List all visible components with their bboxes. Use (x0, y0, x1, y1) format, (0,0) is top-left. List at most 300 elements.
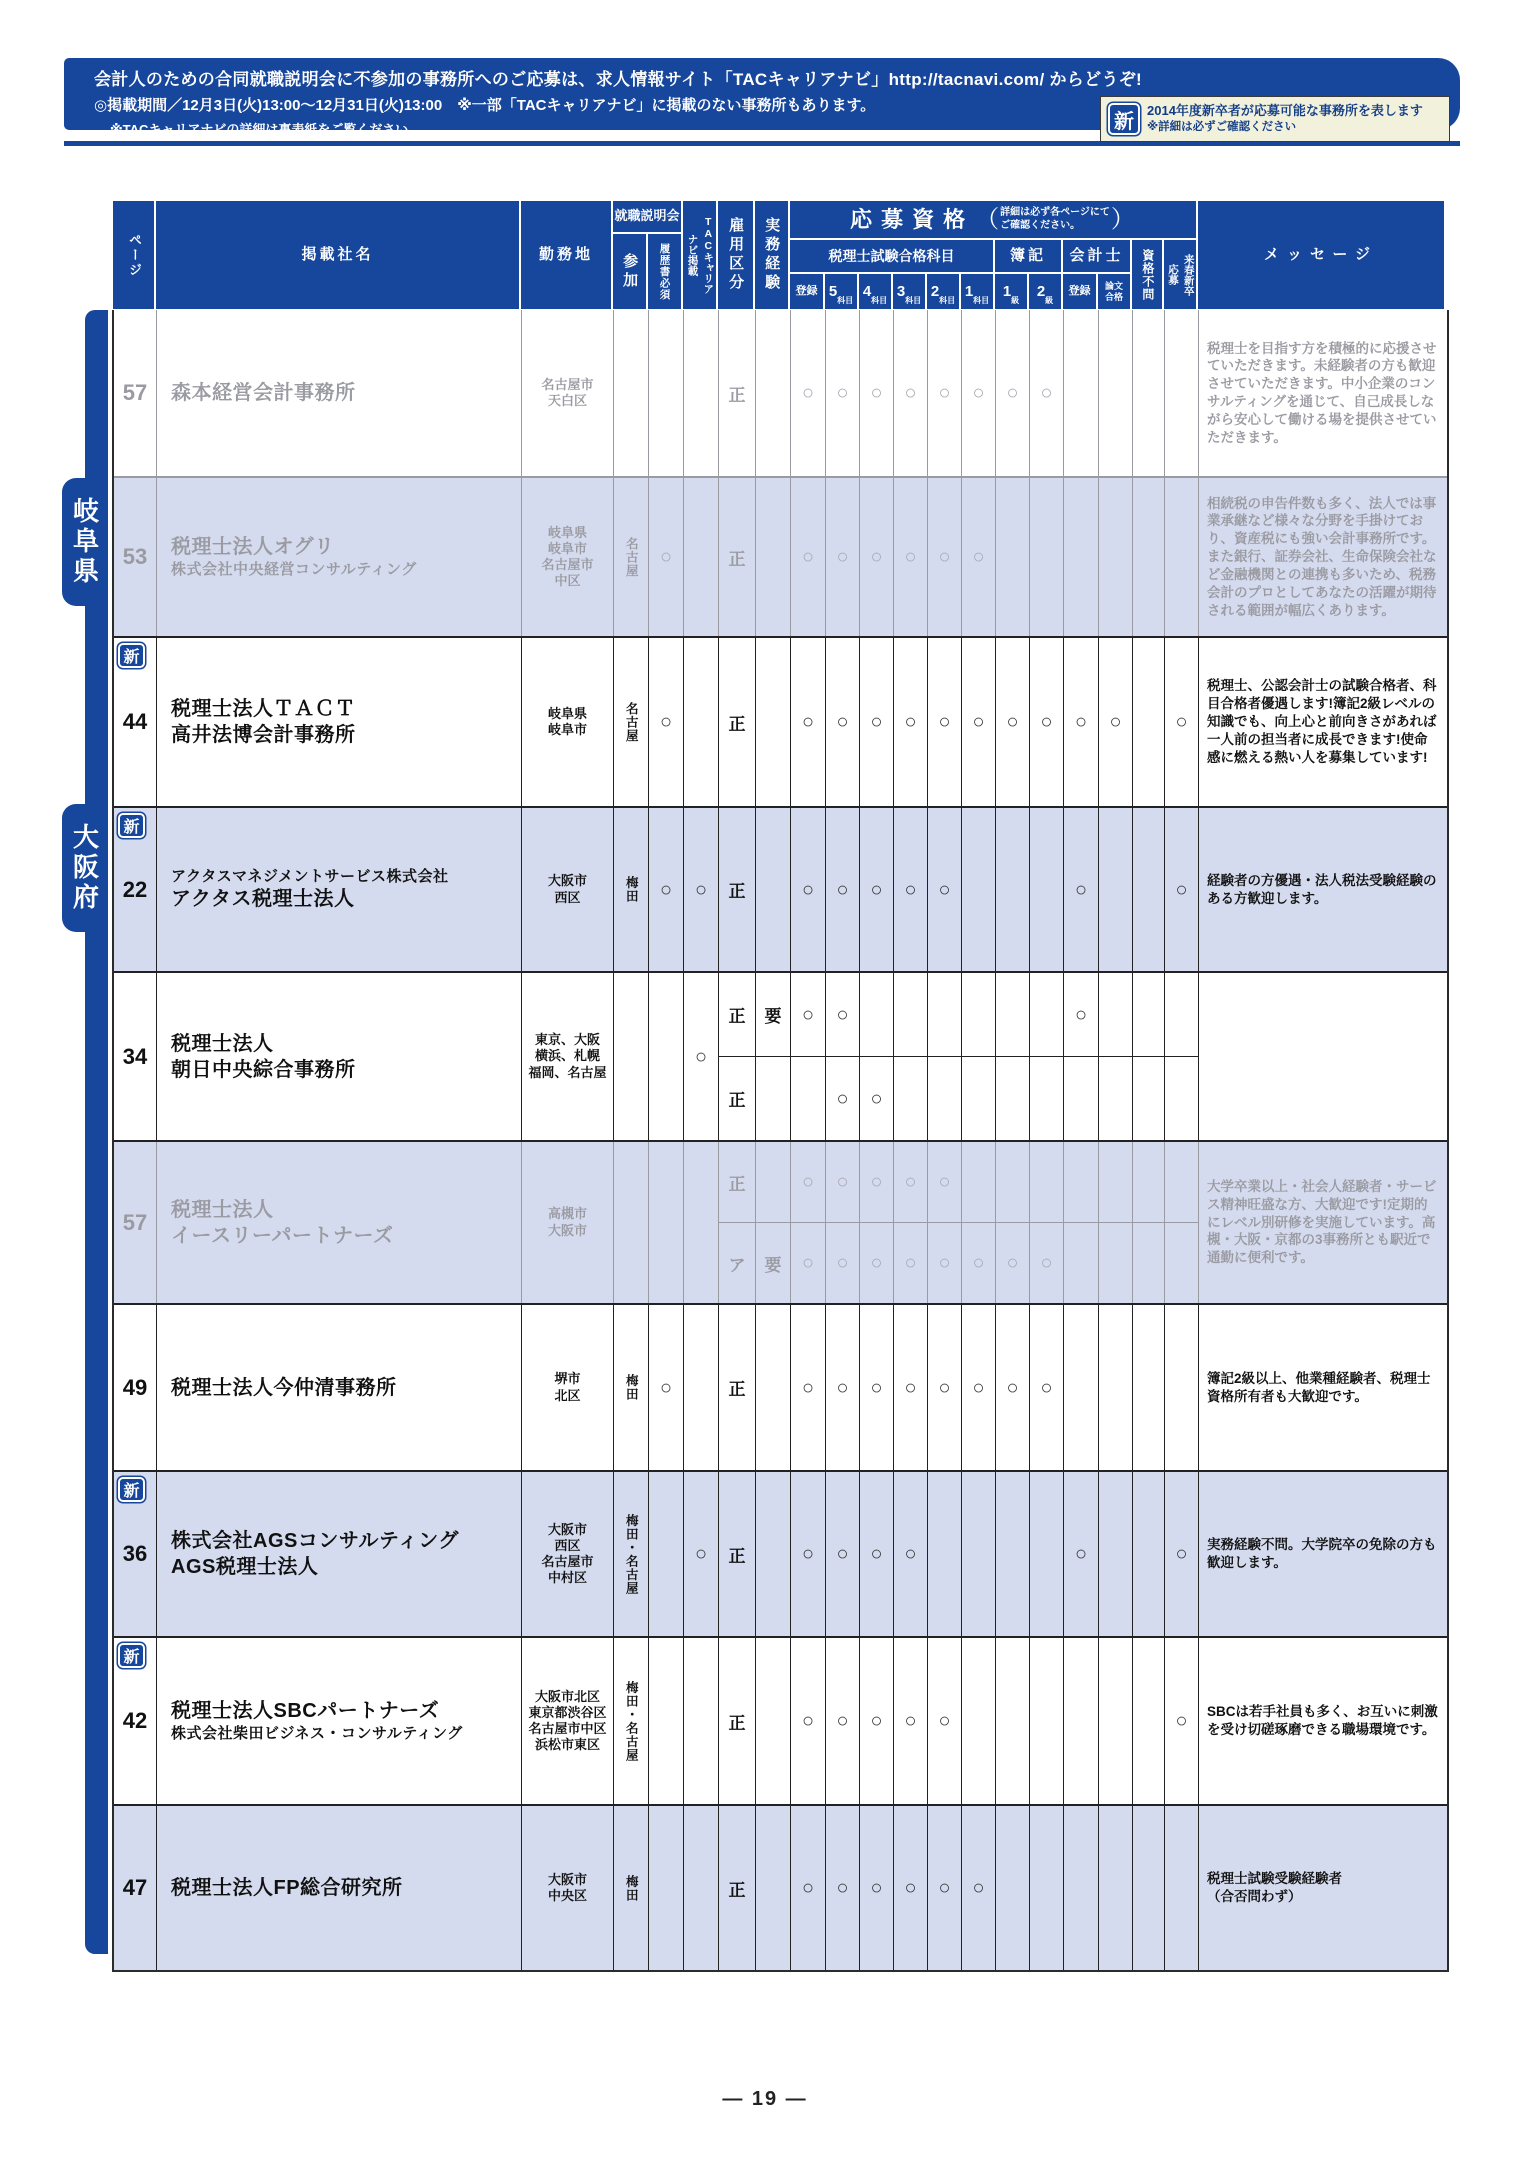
message-text: 実務経験不問。大学院卒の免除の方も歓迎します。 (1207, 1537, 1437, 1570)
experience-required-cell (756, 310, 791, 476)
qual-cell-boki2 (1030, 638, 1064, 806)
region-tab-osaka-label: 大阪府 (69, 823, 100, 913)
qual-cell-2kamoku (928, 808, 962, 971)
qual-cell-fumon (1133, 1806, 1165, 1970)
venue-cell (614, 478, 649, 636)
banner-line-2: ◎掲載期間／12月3日(火)13:00～12月31日(火)13:00 ※一部「TACキャリアナビ」に掲載のない事務所もあります。 (94, 97, 876, 114)
message-text: 大学卒業以上・社会人経験者・サービス精神旺盛な方、大歓迎です!定期的にレベル別研修を実施しています。高槻・大阪・京都の3事務所とも駅近で通勤に便利です。 (1207, 1178, 1437, 1266)
qual-cell-boki2 (1030, 310, 1064, 476)
col-header-shinsotsu: 来春新卒 応募 (1163, 239, 1197, 310)
circle-mark: ○ (904, 1543, 917, 1565)
company-name: 株式会社中央経営コンサルティング (171, 561, 417, 579)
page-number-cell (114, 1472, 157, 1636)
circle-mark: ○ (836, 1376, 849, 1399)
qual-cell-4kamoku (860, 1305, 894, 1470)
qual-cell-4kamoku (860, 1057, 894, 1140)
circle-mark: ○ (836, 878, 849, 901)
circle-mark: ○ (904, 1252, 917, 1274)
new-badge-icon: 新 (118, 1477, 145, 1502)
qual-cell-toroku (791, 1223, 826, 1303)
circle-mark: ○ (972, 1376, 985, 1399)
qual-cell-5kamoku (826, 1638, 860, 1804)
experience-required: 要 (764, 1255, 782, 1275)
experience-required-cell (756, 1305, 791, 1470)
page-number-cell (114, 478, 157, 636)
circle-mark: ○ (1109, 711, 1122, 733)
new-badge-icon: 新 (1108, 103, 1140, 135)
qual-cell-cpa-ronbun (1099, 1223, 1133, 1303)
circle-mark: ○ (1074, 711, 1088, 733)
qual-cell-boki2 (1030, 478, 1064, 636)
qual-cell-boki1 (996, 973, 1030, 1056)
qual-cell-boki2 (1030, 973, 1064, 1056)
circle-mark: ○ (938, 1376, 951, 1399)
page-number: 42 (122, 1708, 148, 1733)
company-name: 税理士法人オグリ (171, 536, 335, 559)
table-row (114, 1806, 1447, 1970)
qual-cell-2kamoku (928, 1142, 962, 1222)
page-number: 44 (122, 709, 148, 734)
qual-cell-shinsotsu (1165, 1057, 1199, 1140)
circle-mark: ○ (1006, 711, 1019, 733)
qual-cell-toroku (791, 973, 826, 1056)
company-name-cell (157, 1638, 522, 1804)
company-name-cell (157, 1305, 522, 1470)
qual-cell-cpa-toroku (1064, 808, 1099, 971)
employment-type-cell (719, 638, 756, 806)
col-header-boki2: 2 級 (1028, 273, 1062, 310)
circle-mark: ○ (1175, 1710, 1188, 1732)
qual-cell-1kamoku (962, 808, 996, 971)
location-cell (522, 478, 614, 636)
tacnavi-listed-cell (684, 1638, 719, 1804)
circle-mark: ○ (1175, 878, 1188, 901)
employment-block (719, 310, 1199, 476)
message-cell (1199, 808, 1447, 971)
company-name: イースリーパートナーズ (171, 1224, 394, 1247)
page-footer: — 19 — (722, 2088, 808, 2110)
qual-cell-shinsotsu (1165, 1142, 1199, 1222)
venue-name: 梅田 (624, 1374, 639, 1401)
region-tab-gifu (62, 478, 108, 606)
message-text: 税理士試験受験経験者 (1207, 1871, 1342, 1887)
employment-block (719, 1638, 1199, 1804)
qual-cell-cpa-ronbun (1099, 808, 1133, 971)
page-number: 57 (122, 1209, 148, 1235)
col-header-tacnavi: TACキャリア ナビ掲載 (682, 200, 717, 310)
circle-mark: ○ (836, 1003, 849, 1026)
location-line: 岐阜県 (547, 705, 587, 721)
table-row (114, 478, 1447, 638)
qual-cell-2kamoku (928, 1806, 962, 1970)
qual-cell-shinsotsu (1165, 1638, 1199, 1804)
table-row (114, 1638, 1447, 1806)
qual-cell-2kamoku (928, 1057, 962, 1140)
qual-cell-3kamoku (894, 1806, 928, 1970)
qual-cell-5kamoku (826, 1223, 860, 1303)
qual-cell-1kamoku (962, 973, 996, 1056)
location-line: 浜松市東区 (534, 1737, 600, 1753)
resume-required-cell (649, 1638, 684, 1804)
qual-cell-5kamoku (826, 1305, 860, 1470)
qual-cell-cpa-ronbun (1099, 1057, 1133, 1140)
table-row (114, 808, 1447, 973)
qual-cell-5kamoku (826, 478, 860, 636)
circle-mark: ○ (659, 546, 673, 568)
banner-line-3: ※TACキャリアナビの詳細は裏表紙をご覧ください。 (110, 122, 422, 137)
company-name-cell (157, 808, 522, 971)
location-line: 岐阜市 (547, 540, 587, 556)
circle-mark: ○ (1175, 1543, 1188, 1565)
qual-cell-toroku (791, 1638, 826, 1804)
location-line: 大阪市北区 (534, 1688, 600, 1704)
qual-cell-cpa-ronbun (1099, 1142, 1133, 1222)
qual-cell-4kamoku (860, 1223, 894, 1303)
circle-mark: ○ (801, 1376, 815, 1399)
employment-type: 正 (728, 385, 746, 405)
qual-cell-toroku (791, 808, 826, 971)
resume-required-cell (649, 1305, 684, 1470)
region-tab-osaka (62, 804, 108, 932)
page-number: 36 (122, 1541, 148, 1566)
qual-cell-3kamoku (894, 478, 928, 636)
tacnavi-listed-cell (684, 638, 719, 806)
qual-cell-1kamoku (962, 1638, 996, 1804)
circle-mark: ○ (1040, 711, 1053, 733)
location-line: 大阪市 (547, 1521, 587, 1537)
message-text: 簿記2級以上、他業種経験者、税理士資格所有者も大歓迎です。 (1207, 1370, 1431, 1404)
experience-required-cell (756, 973, 791, 1056)
qual-cell-toroku (791, 638, 826, 806)
company-name-cell (157, 1806, 522, 1970)
experience-required-cell (756, 1638, 791, 1804)
circle-mark: ○ (801, 1543, 815, 1565)
employment-type: 正 (728, 1007, 746, 1026)
resume-required-cell (649, 1142, 684, 1303)
tacnavi-listed-cell (684, 1305, 719, 1470)
new-grad-note-line1: 2014年度新卒者が応募可能な事務所を表します (1147, 103, 1423, 119)
circle-mark: ○ (904, 1877, 917, 1899)
qual-cell-4kamoku (860, 1638, 894, 1804)
qual-cell-2kamoku (928, 638, 962, 806)
employment-type: 正 (728, 1091, 746, 1110)
location-line: 天白区 (547, 393, 587, 408)
circle-mark: ○ (870, 1252, 883, 1274)
company-name: 朝日中央綜合事務所 (171, 1058, 356, 1081)
qual-cell-1kamoku (962, 1305, 996, 1470)
location-cell (522, 310, 614, 476)
company-name: 高井法博会計事務所 (171, 724, 356, 746)
qual-cell-boki2 (1030, 808, 1064, 971)
employment-block-split (719, 1142, 1199, 1303)
qual-cell-cpa-ronbun (1099, 1472, 1133, 1636)
circle-mark: ○ (904, 382, 917, 404)
location-line: 名古屋市中区 (528, 1721, 607, 1736)
qual-cell-cpa-ronbun (1099, 1806, 1133, 1970)
qual-cell-cpa-toroku (1064, 973, 1099, 1056)
qual-cell-boki2 (1030, 1806, 1064, 1970)
location-line: 横浜、札幌 (534, 1048, 600, 1064)
message-cell (1199, 973, 1447, 1140)
page-number: 53 (122, 544, 148, 569)
employment-type: ア (728, 1255, 746, 1275)
employment-block (719, 808, 1199, 971)
qual-cell-4kamoku (860, 1142, 894, 1222)
circle-mark: ○ (836, 1543, 849, 1565)
col-header-cpa-ronbun: 論文 合格 (1097, 273, 1131, 310)
employment-type-cell (719, 973, 756, 1056)
qual-cell-5kamoku (826, 638, 860, 806)
employment-type-cell (719, 1057, 756, 1140)
page-number-cell (114, 808, 157, 971)
circle-mark: ○ (1006, 382, 1019, 404)
venue-name: 梅田・名古屋 (624, 1680, 639, 1762)
company-name-cell (157, 478, 522, 636)
circle-mark: ○ (836, 711, 849, 733)
qual-cell-toroku (791, 1472, 826, 1636)
message-cell (1199, 1305, 1447, 1470)
circle-mark: ○ (836, 1087, 849, 1110)
col-header-2kamoku: 2 科目 (926, 273, 960, 310)
qual-cell-5kamoku (826, 310, 860, 476)
qual-cell-3kamoku (894, 1223, 928, 1303)
company-name-cell (157, 1472, 522, 1636)
page-number-cell (114, 1142, 157, 1303)
location-line: 西区 (554, 889, 581, 905)
page-number-cell (114, 1806, 157, 1970)
qual-cell-1kamoku (962, 1057, 996, 1140)
experience-required-cell (756, 1806, 791, 1970)
qual-cell-cpa-ronbun (1099, 1305, 1133, 1470)
col-header-cpa-toroku: 登録 (1062, 273, 1097, 310)
qual-cell-1kamoku (962, 1142, 996, 1222)
qual-cell-3kamoku (894, 1638, 928, 1804)
company-name: 税理士法人ＴＡＣＴ (171, 698, 356, 720)
circle-mark: ○ (801, 382, 815, 404)
qual-cell-1kamoku (962, 478, 996, 636)
employment-block-split (719, 973, 1199, 1140)
qual-cell-5kamoku (826, 973, 860, 1056)
company-name: 税理士法人SBCパートナーズ (171, 1700, 440, 1723)
message-cell (1199, 310, 1447, 476)
qual-cell-boki1 (996, 638, 1030, 806)
circle-mark: ○ (904, 1376, 917, 1399)
circle-mark: ○ (801, 1710, 815, 1732)
venue-cell (614, 310, 649, 476)
venue-cell (614, 1142, 649, 1303)
location-cell (522, 1638, 614, 1804)
location-line: 中村区 (547, 1570, 587, 1586)
table-row (114, 638, 1447, 808)
circle-mark: ○ (972, 711, 985, 733)
location-line: 名古屋市 (541, 1554, 594, 1569)
location-line: 堺市 (554, 1371, 581, 1387)
employment-type-cell (719, 808, 756, 971)
qual-cell-boki2 (1030, 1057, 1064, 1140)
qual-cell-shinsotsu (1165, 973, 1199, 1056)
qual-cell-toroku (791, 1057, 826, 1140)
qual-cell-cpa-toroku (1064, 1638, 1099, 1804)
qual-cell-fumon (1133, 310, 1165, 476)
circle-mark: ○ (938, 1171, 951, 1193)
qual-cell-cpa-ronbun (1099, 478, 1133, 636)
message-cell (1199, 638, 1447, 806)
qual-cell-shinsotsu (1165, 1305, 1199, 1470)
qual-cell-cpa-toroku (1064, 1142, 1099, 1222)
circle-mark: ○ (801, 1877, 815, 1899)
resume-required-cell (649, 973, 684, 1140)
qual-cell-shinsotsu (1165, 310, 1199, 476)
circle-mark: ○ (1074, 1003, 1088, 1026)
qual-cell-fumon (1133, 1472, 1165, 1636)
tacnavi-listed-cell (684, 1142, 719, 1303)
employment-type-cell (719, 1223, 756, 1303)
table-row (114, 1142, 1447, 1305)
circle-mark: ○ (972, 546, 985, 568)
page-number: 49 (122, 1374, 148, 1400)
qual-cell-fumon (1133, 808, 1165, 971)
qual-cell-shinsotsu (1165, 1806, 1199, 1970)
circle-mark: ○ (836, 1710, 849, 1732)
col-header-fumon: 資格不問 (1131, 239, 1163, 310)
page-number-cell (114, 310, 157, 476)
employment-type: 正 (728, 1174, 746, 1194)
employment-type: 正 (728, 549, 746, 569)
qual-cell-cpa-toroku (1064, 478, 1099, 636)
qual-cell-1kamoku (962, 310, 996, 476)
location-line: 大阪市 (547, 1222, 587, 1238)
qual-cell-boki1 (996, 1472, 1030, 1636)
tacnavi-listed-cell (684, 808, 719, 971)
company-name: 株式会社柴田ビジネス・コンサルティング (171, 1725, 463, 1743)
location-line: 中央区 (547, 1888, 587, 1903)
circle-mark: ○ (836, 382, 849, 404)
col-header-5kamoku: 5 科目 (824, 273, 858, 310)
circle-mark: ○ (801, 711, 815, 733)
qual-cell-fumon (1133, 1638, 1165, 1804)
employment-type: 正 (728, 1880, 746, 1900)
qual-cell-4kamoku (860, 310, 894, 476)
col-header-toroku: 登録 (789, 273, 824, 310)
message-cell (1199, 478, 1447, 636)
circle-mark: ○ (1006, 1252, 1019, 1274)
venue-cell (614, 638, 649, 806)
qual-cell-shinsotsu (1165, 808, 1199, 971)
circle-mark: ○ (938, 1877, 951, 1899)
page-number: 57 (122, 380, 148, 405)
company-name: 税理士法人今仲清事務所 (171, 1376, 397, 1399)
venue-cell (614, 1305, 649, 1470)
qual-cell-toroku (791, 478, 826, 636)
qual-cell-shinsotsu (1165, 1223, 1199, 1303)
circle-mark: ○ (870, 711, 883, 733)
qual-cell-boki2 (1030, 1638, 1064, 1804)
qual-cell-3kamoku (894, 638, 928, 806)
qual-cell-cpa-ronbun (1099, 973, 1133, 1056)
circle-mark: ○ (904, 711, 917, 733)
new-grad-note (1100, 96, 1450, 142)
employment-subrow (719, 1142, 1199, 1223)
region-tab-gifu-label: 岐阜県 (69, 497, 100, 587)
circle-mark: ○ (694, 1543, 708, 1565)
col-header-4kamoku: 4 科目 (858, 273, 892, 310)
tacnavi-listed-cell (684, 1472, 719, 1636)
circle-mark: ○ (801, 1252, 815, 1274)
circle-mark: ○ (870, 878, 883, 901)
venue-name: 名古屋 (624, 536, 639, 578)
circle-mark: ○ (1040, 1252, 1053, 1274)
circle-mark: ○ (659, 711, 673, 733)
circle-mark: ○ (972, 382, 985, 404)
company-name: 税理士法人 (171, 1032, 274, 1055)
circle-mark: ○ (870, 546, 883, 568)
employment-subrow (719, 1057, 1199, 1140)
qual-cell-fumon (1133, 1223, 1165, 1303)
employment-subrow (719, 1223, 1199, 1303)
qual-cell-cpa-toroku (1064, 310, 1099, 476)
qual-cell-fumon (1133, 1305, 1165, 1470)
tacnavi-listed-cell (684, 973, 719, 1140)
circle-mark: ○ (870, 1171, 883, 1193)
circle-mark: ○ (870, 1877, 883, 1899)
qual-cell-4kamoku (860, 1806, 894, 1970)
location-line: 東京都渋谷区 (528, 1704, 607, 1720)
message-text: 税理士、公認会計士の試験合格者、科目合格者優遇します!簿記2級レベルの知識でも、向上心と前向きさがあれば一人前の担当者に成長できます!使命感に燃える熱い人を募集しています! (1207, 678, 1437, 765)
message-cell (1199, 1142, 1447, 1303)
location-line: 西区 (554, 1537, 581, 1553)
resume-required-cell (649, 478, 684, 636)
company-name: アクタスマネジメントサービス株式会社 (171, 867, 449, 885)
company-name-cell (157, 310, 522, 476)
circle-mark: ○ (694, 878, 708, 901)
qual-cell-toroku (791, 1142, 826, 1222)
col-header-sanka: 参加 (612, 233, 647, 310)
company-name: アクタス税理士法人 (171, 888, 355, 911)
message-cell (1199, 1472, 1447, 1636)
qual-cell-boki1 (996, 478, 1030, 636)
location-cell (522, 1472, 614, 1636)
table-row (114, 1305, 1447, 1472)
qual-cell-3kamoku (894, 1142, 928, 1222)
table-body (112, 310, 1449, 1972)
new-grad-note-text (1147, 103, 1423, 135)
location-line: 福岡、名古屋 (528, 1064, 607, 1080)
qual-cell-cpa-toroku (1064, 1806, 1099, 1970)
circle-mark: ○ (659, 878, 673, 901)
qual-cell-cpa-toroku (1064, 638, 1099, 806)
employment-block (719, 1472, 1199, 1636)
tacnavi-listed-cell (684, 310, 719, 476)
circle-mark: ○ (1040, 382, 1053, 404)
qual-cell-5kamoku (826, 1057, 860, 1140)
company-name: 税理士法人 (171, 1198, 274, 1221)
experience-required-cell (756, 808, 791, 971)
qual-cell-3kamoku (894, 1057, 928, 1140)
qual-cell-1kamoku (962, 638, 996, 806)
employment-type: 正 (728, 1713, 746, 1733)
page-number: 22 (122, 876, 148, 902)
page-number: 47 (122, 1875, 148, 1900)
qual-cell-boki1 (996, 1638, 1030, 1804)
table-row (114, 973, 1447, 1142)
col-header-zeirishi: 税理士試験合格科目 (789, 239, 994, 273)
circle-mark: ○ (904, 1710, 917, 1732)
new-badge-icon: 新 (118, 813, 145, 838)
qual-cell-5kamoku (826, 1472, 860, 1636)
employment-type-cell (719, 1472, 756, 1636)
experience-required: 要 (764, 1007, 782, 1026)
qual-cell-2kamoku (928, 310, 962, 476)
